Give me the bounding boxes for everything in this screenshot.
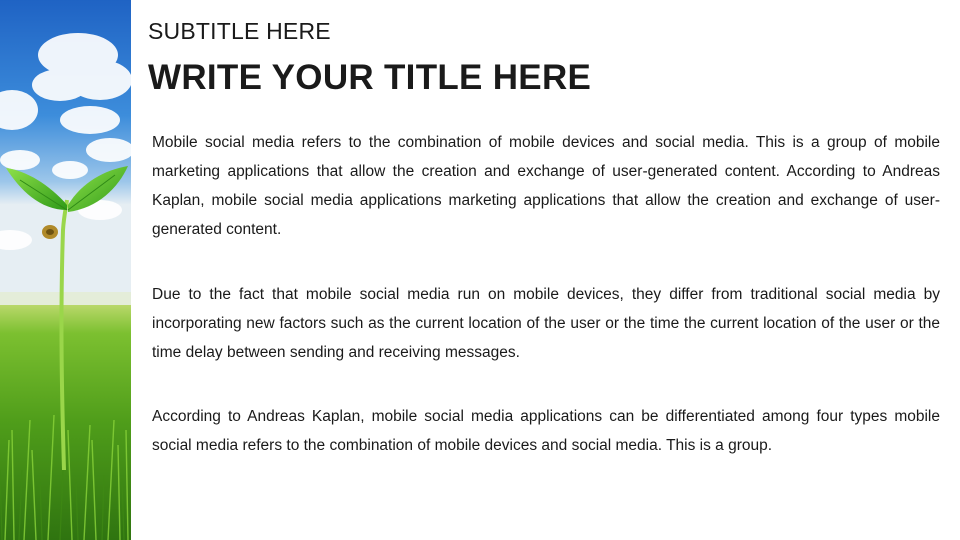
body-paragraph-2: Due to the fact that mobile social media run on mobile devices, they differ from traditional social media by incorporating new factors such as the current location of the user or the time the current location of the user or the time delay between sending and receiving messages. — [152, 286, 940, 361]
slide-content — [148, 0, 940, 540]
slide-title: WRITE YOUR TITLE HERE — [148, 58, 592, 97]
body-paragraph-3: According to Andreas Kaplan, mobile social media applications can be differentiated among four types mobile social media refers to the combination of mobile devices and social media. This is a group. — [152, 408, 940, 454]
slide-subtitle: SUBTITLE HERE — [148, 18, 331, 44]
sprout-photo — [0, 0, 131, 540]
body-paragraph-1: Mobile social media refers to the combination of mobile devices and social media. This is a group of mobile marketing applications that allow the creation and exchange of user-generated content. According to Andreas Kaplan, mobile social media applications marketing applications that allow the creation and exchange of user-generated content. — [152, 134, 940, 238]
